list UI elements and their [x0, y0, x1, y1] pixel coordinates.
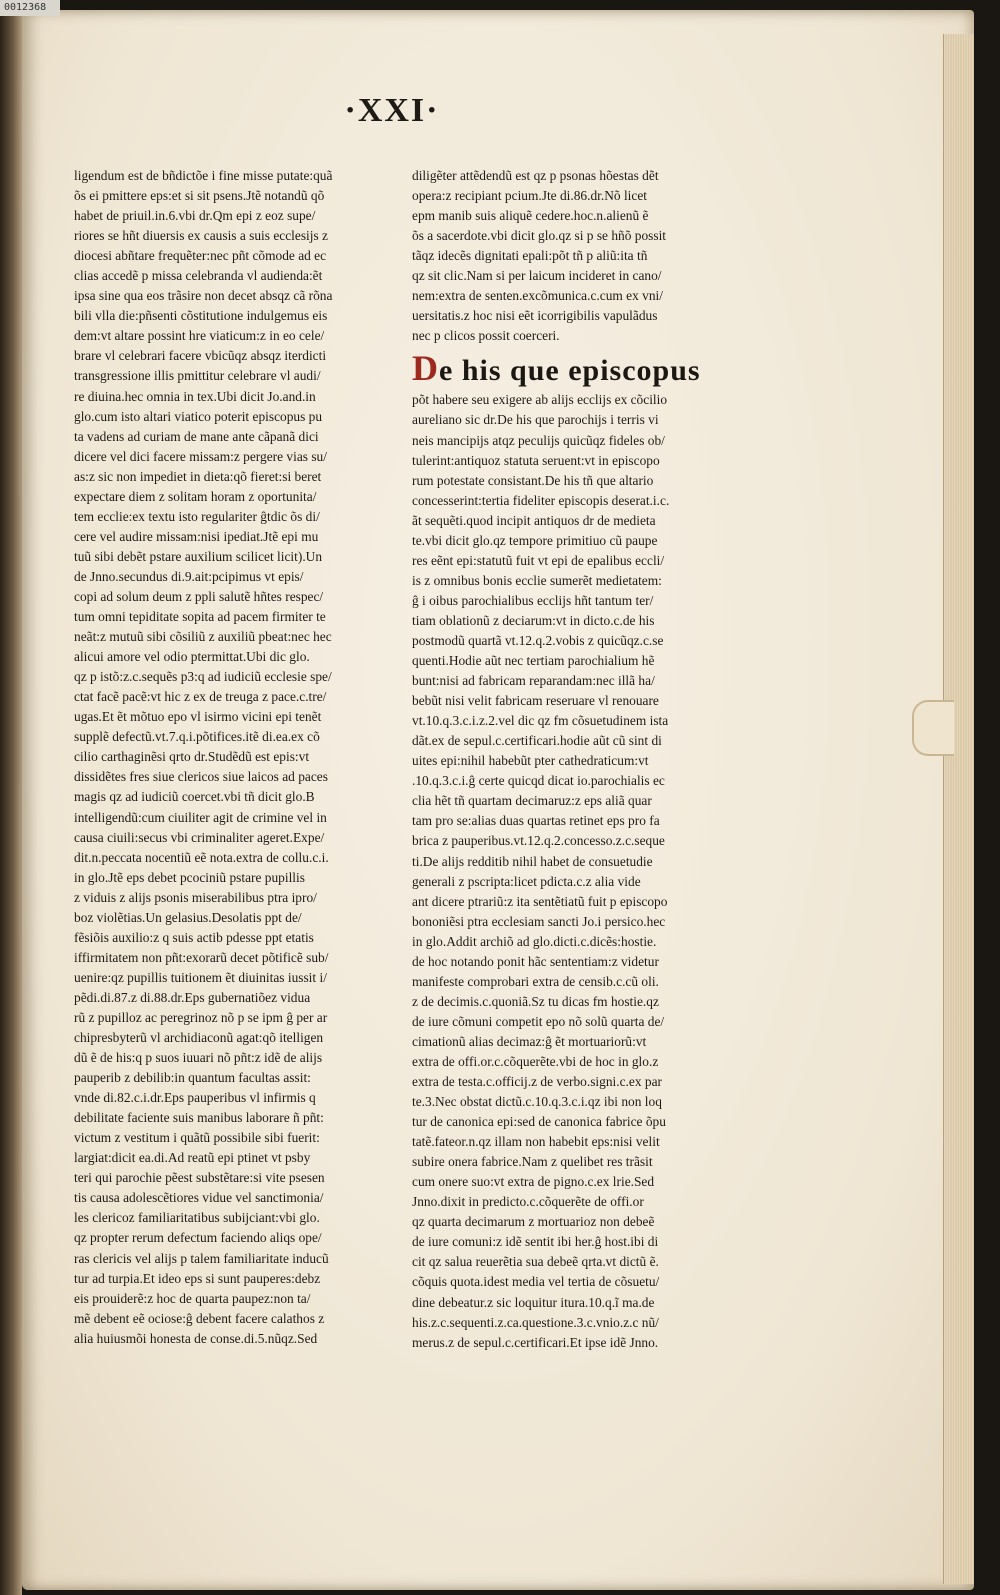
text-line: dissidẽtes fres siue clericos siue laicos ad paces — [74, 769, 328, 785]
text-line: Jnno.dixit in predicto.c.cõquerẽte de offi.or — [412, 1194, 644, 1210]
text-line: ligendum est de bñdictõe i fine misse putate:quã — [74, 168, 333, 183]
text-line: .10.q.3.c.i.ĝ certe quicqd dicat io.parochialis ec — [412, 773, 665, 789]
text-line: nem:extra de senten.excõmunica.c.cum ex vni/ — [412, 288, 663, 304]
text-line: epm manib suis aliquẽ cedere.hoc.n.alienũ ẽ — [412, 208, 649, 224]
right-column-upper — [412, 166, 752, 346]
foldout-tab — [912, 700, 954, 756]
text-line: boz violẽtias.Un gelasius.Desolatis ppt de/ — [74, 909, 302, 925]
text-line: z de decimis.c.quoniã.Sz tu dicas fm hostie.qz — [412, 993, 659, 1009]
text-line: vnde di.82.c.i.dr.Eps pauperibus vl infirmis q — [74, 1090, 316, 1106]
text-line: generali z pscripta:licet pdicta.c.z alia vide — [412, 873, 641, 889]
text-line: victum z vestitum i quãtũ possibile sibi fuerit: — [74, 1130, 320, 1146]
text-line: in glo.Jtẽ eps debet pcociniũ pstare pupillis — [74, 869, 305, 885]
text-line: brare vl celebrari facere vbicũqz absqz iterdicti — [74, 348, 327, 364]
text-line: ti.De alijs redditib nihil habet de consuetudie — [412, 853, 653, 869]
text-line: clias accedẽ p missa celebranda vl audienda:ẽt — [74, 268, 323, 284]
text-line: magis qz ad iudiciũ coercet.vbi tñ dicit glo.B — [74, 789, 315, 805]
text-line: tãqz idecẽs dignitati epali:põt tñ p aliũ:ita tñ — [412, 248, 648, 264]
text-line: dine debeatur.z sic loquitur itura.10.q.ĩ ma.de — [412, 1294, 655, 1310]
text-line: aureliano sic dr.De his que parochijs i terris vi — [412, 412, 659, 428]
text-line: tis causa adolescẽtiores vidue vel sanctimonia/ — [74, 1190, 324, 1206]
text-line: diocesi abñtare frequẽter:nec pñt cõmode ad ec — [74, 248, 327, 264]
text-line: te.3.Nec obstat dictũ.c.10.q.3.c.i.qz ibi non loq — [412, 1094, 662, 1110]
text-line: postmodũ quartã vt.12.q.2.vobis z quicũqz.c.se — [412, 632, 664, 648]
text-line: qz propter rerum defectum faciendo aliqs ope/ — [74, 1230, 322, 1246]
section-heading — [412, 346, 752, 390]
text-line: tulerint:antiquoz statuta seruent:vt in episcopo — [412, 452, 660, 468]
text-line: intelligendũ:cum ciuiliter agit de crimine vel in — [74, 809, 327, 825]
text-line: dit.n.peccata nocentiũ eẽ nota.extra de collu.c.i. — [74, 849, 329, 865]
scan-id-label: 0012368 — [0, 0, 60, 16]
text-line: clia hẽt tñ quartam decimaruz:z eps aliã quar — [412, 793, 652, 809]
text-line: ta vadens ad curiam de mane ante cãpanã dici — [74, 428, 319, 444]
text-line: de hoc notando ponit hãc sententiam:z videtur — [412, 953, 659, 969]
text-line: ãt sequẽti.quod incipit antiquos dr de medieta — [412, 512, 656, 528]
text-line: qz sit clic.Nam si per laicum incideret in cano/ — [412, 268, 662, 284]
text-line: ugas.Et ẽt mõtuo epo vl isirmo vicini epi tenẽt — [74, 709, 322, 725]
text-line: iffirmitatem non pñt:exorarũ decet põtificẽ sub/ — [74, 949, 329, 965]
text-line: riores se hñt diuersis ex causis a suis ecclesijs z — [74, 228, 328, 244]
text-line: alia huiusmõi honesta de conse.di.5.nũqz.Sed — [74, 1330, 318, 1346]
text-line: qz quarta decimarum z mortuarioz non debeẽ — [412, 1214, 655, 1230]
text-line: tum omni tepiditate sopita ad pacem firmiter te — [74, 609, 326, 625]
page-edge-stack — [943, 34, 974, 1584]
text-line: teri qui parochie pẽest substẽtare:si vite psesen — [74, 1170, 325, 1186]
text-line: subire onera fabrice.Nam z quelibet res trãsit — [412, 1154, 653, 1170]
text-line: supplẽ defectũ.vt.7.q.i.põtifices.itẽ di.ea.ex cõ — [74, 729, 320, 745]
text-line: tuũ sibi debẽt pstare auxilium scilicet licit).Un — [74, 548, 323, 564]
text-line: cõquis quota.idest media vel tertia de cõsuetu/ — [412, 1274, 660, 1290]
text-line: dicere vel dici facere missam:z pergere vias su/ — [74, 448, 327, 464]
text-line: res eẽnt epi:statutũ fuit vt epi de epalibus eccli/ — [412, 552, 665, 568]
text-line: rum potestate consistant.De his tñ que altario — [412, 472, 654, 488]
text-line: transgressione illis pmittitur celebrare vl audi/ — [74, 368, 321, 384]
text-line: neãt:z mutuũ sibi cõsiliũ z auxiliũ pbeat:nec hec — [74, 629, 332, 645]
text-line: alicui amore vel odio ptermittat.Ubi dic glo. — [74, 649, 310, 665]
binding-gutter — [0, 0, 22, 1595]
text-line: cimationũ alias decimaz:ĝ ẽt mortuariorũ:vt — [412, 1033, 647, 1049]
text-line: extra de testa.c.officij.z de verbo.signi.c.ex par — [412, 1074, 662, 1090]
text-line: as:z sic non impediet in dieta:qõ fieret:si beret — [74, 468, 322, 484]
heading-text: e his que episcopus — [439, 354, 701, 388]
text-line: ras clericis vel alijs p talem familiaritate inducũ — [74, 1250, 329, 1266]
text-line: õs a sacerdote.vbi dicit glo.qz si p se hñõ possit — [412, 228, 667, 244]
text-line: rũ z pupilloz ac peregrinoz nõ p se ipm ĝ per ar — [74, 1009, 328, 1025]
text-line: z viduis z alijs psonis miserabilibus ptra ipro/ — [74, 889, 317, 905]
text-line: ant dicere ptrariũ:z ita sentẽtiatũ fuit p episcopo — [412, 893, 668, 909]
folio-number: ·XXI· — [344, 92, 440, 129]
text-line: tem ecclie:ex textu isto regulariter ĝtdic õs di/ — [74, 508, 320, 524]
text-line: ipsa sine qua eos trãsire non decet absqz cã rõna — [74, 288, 333, 304]
text-line: uenire:qz pupillis tuitionem ẽt diuinitas iussit i/ — [74, 969, 327, 985]
text-line: de Jnno.secundus di.9.ait:pcipimus vt epis/ — [74, 568, 304, 584]
text-line: ctat facẽ pacẽ:vt hic z ex de treuga z pace.c.tre/ — [74, 689, 327, 705]
text-line: cum onere suo:vt extra de pigno.c.ex lrie.Sed — [412, 1174, 655, 1190]
text-line: re diuina.hec omnia in tex.Ubi dicit Jo.and.in — [74, 388, 316, 404]
text-line: uites epi:nihil habebũt pter cathedraticum:vt — [412, 753, 649, 769]
right-text-column — [412, 166, 752, 1353]
heading-initial: D — [412, 348, 439, 389]
text-line: in glo.Addit archiõ ad glo.dicti.c.dicẽs:hostie. — [412, 933, 657, 949]
text-line: mẽ debent eẽ ociose:ĝ debent facere calathos z — [74, 1310, 325, 1326]
text-line: uersitatis.z hoc nisi eẽt icorrigibilis vapulãdus — [412, 308, 658, 324]
text-line: diligẽter attẽdendũ est qz p psonas hõestas dẽt — [412, 168, 659, 183]
text-line: is z omnibus bonis ecclie sumerẽt medietatem: — [412, 572, 662, 588]
text-line: bononiẽsi ptra ecclesiam sancti Jo.i persico.hec — [412, 913, 666, 929]
text-line: debilitate faciente suis manibus laborare ñ pñt: — [74, 1110, 324, 1126]
text-line: opera:z recipiant pcium.Jte di.86.dr.Nõ licet — [412, 188, 648, 204]
text-line: tiam oblationũ z deciarum:vt in dicto.c.de his — [412, 612, 655, 628]
text-line: copi ad solum deum z ppli salutẽ hñtes respec/ — [74, 588, 324, 604]
text-line: bebũt nisi velit fabricam reseruare vl renouare — [412, 693, 659, 709]
text-line: glo.cum isto altari viatico poterit episcopus pu — [74, 408, 323, 424]
text-line: merus.z de sepul.c.certificari.Et ipse idẽ Jnno. — [412, 1334, 659, 1350]
text-line: cere vel audire missam:nisi ipediat.Jtẽ epi mu — [74, 528, 319, 544]
text-line: brica z pauperibus.vt.12.q.2.concesso.z.c.seque — [412, 833, 665, 849]
text-line: bunt:nisi ad fabricam reparandam:nec illã ha/ — [412, 673, 655, 689]
text-line: chipresbyterũ vl archidiaconũ agat:qõ itelligen — [74, 1030, 324, 1046]
text-line: de iure cõmuni competit epo nõ solũ quarta de/ — [412, 1013, 665, 1029]
text-line: bili vlla die:pñsenti cõstitutione indulgemus eis — [74, 308, 328, 324]
text-line: causa ciuili:secus vbi criminaliter ageret.Expe/ — [74, 829, 325, 845]
text-line: dũ ẽ de his:q p suos iuuari nõ pñt:z idẽ de alijs — [74, 1050, 323, 1066]
text-line: eis prouiderẽ:z hoc de quarta paupez:non ta/ — [74, 1290, 311, 1306]
text-line: quenti.Hodie aũt nec tertiam parochialium hẽ — [412, 653, 655, 669]
text-line: habet de priuil.in.6.vbi dr.Qm epi z eoz supe/ — [74, 208, 316, 224]
text-line: pauperib z debilib:in quantum facultas assit: — [74, 1070, 311, 1086]
text-line: õs ei pmittere eps:et si sit psens.Jtẽ notandũ qõ — [74, 188, 325, 204]
text-line: manifeste comprobari extra de censib.c.cũ oli. — [412, 973, 659, 989]
text-line: cilio carthaginẽsi qrto dr.Studẽdũ est epis:vt — [74, 749, 310, 765]
text-line: te.vbi dicit glo.qz tempore primitiuo cũ paupe — [412, 532, 658, 548]
text-line: vt.10.q.3.c.i.z.2.vel dic qz fm cõsuetudinem ista — [412, 713, 669, 729]
text-line: extra de offi.or.c.cõquerẽte.vbi de hoc in glo.z — [412, 1053, 659, 1069]
text-line: tur de canonica epi:sed de canonica fabrice õpu — [412, 1114, 666, 1130]
right-column-lower — [412, 390, 752, 1352]
text-line: expectare diem z solitam horam z oportunita/ — [74, 488, 317, 504]
text-line: les clericoz familiaritatibus subijciant:vbi glo. — [74, 1210, 320, 1226]
text-line: de iure comuni:z idẽ sentit ibi her.ĝ host.ibi di — [412, 1234, 659, 1250]
text-line: dem:vt altare possint hre viaticum:z in eo cele/ — [74, 328, 325, 344]
text-line: neis mancipijs atqz peculijs quicũqz fideles ob/ — [412, 432, 665, 448]
text-line: põt habere seu exigere ab alijs ecclijs ex cõcilio — [412, 392, 668, 408]
book-page — [22, 10, 974, 1590]
text-line: cit qz salua reuerẽtia sua debeẽ qrta.vt dictũ ẽ. — [412, 1254, 659, 1270]
text-line: qz p istõ:z.c.sequẽs p3:q ad iudiciũ ecclesie spe/ — [74, 669, 332, 685]
text-line: pẽdi.di.87.z di.88.dr.Eps gubernatiõez vidua — [74, 989, 311, 1005]
text-line: tur ad turpia.Et ideo eps si sunt pauperes:debz — [74, 1270, 321, 1286]
text-line: largiat:dicit ea.di.Ad reatũ epi ptinet vt psby — [74, 1150, 311, 1166]
text-line: fẽsiõis auxilio:z q suis actib pdesse ppt etatis — [74, 929, 314, 945]
text-line: dãt.ex de sepul.c.certificari.hodie aũt cũ sint di — [412, 733, 662, 749]
left-text-column — [74, 166, 394, 1349]
text-line: ĝ i oibus parochialibus ecclijs hñt tantum ter/ — [412, 592, 654, 608]
text-line: nec p clicos possit coerceri. — [412, 328, 560, 344]
text-line: concesserint:tertia fideliter episcopis deserat.i.c. — [412, 492, 670, 508]
text-line: his.z.c.sequenti.z.ca.questione.3.c.vnio.z.c nũ/ — [412, 1314, 659, 1330]
text-line: tam pro se:alias duas quartas retinet eps pro fa — [412, 813, 660, 829]
text-line: tatẽ.fateor.n.qz illam non habebit eps:nisi velit — [412, 1134, 660, 1150]
